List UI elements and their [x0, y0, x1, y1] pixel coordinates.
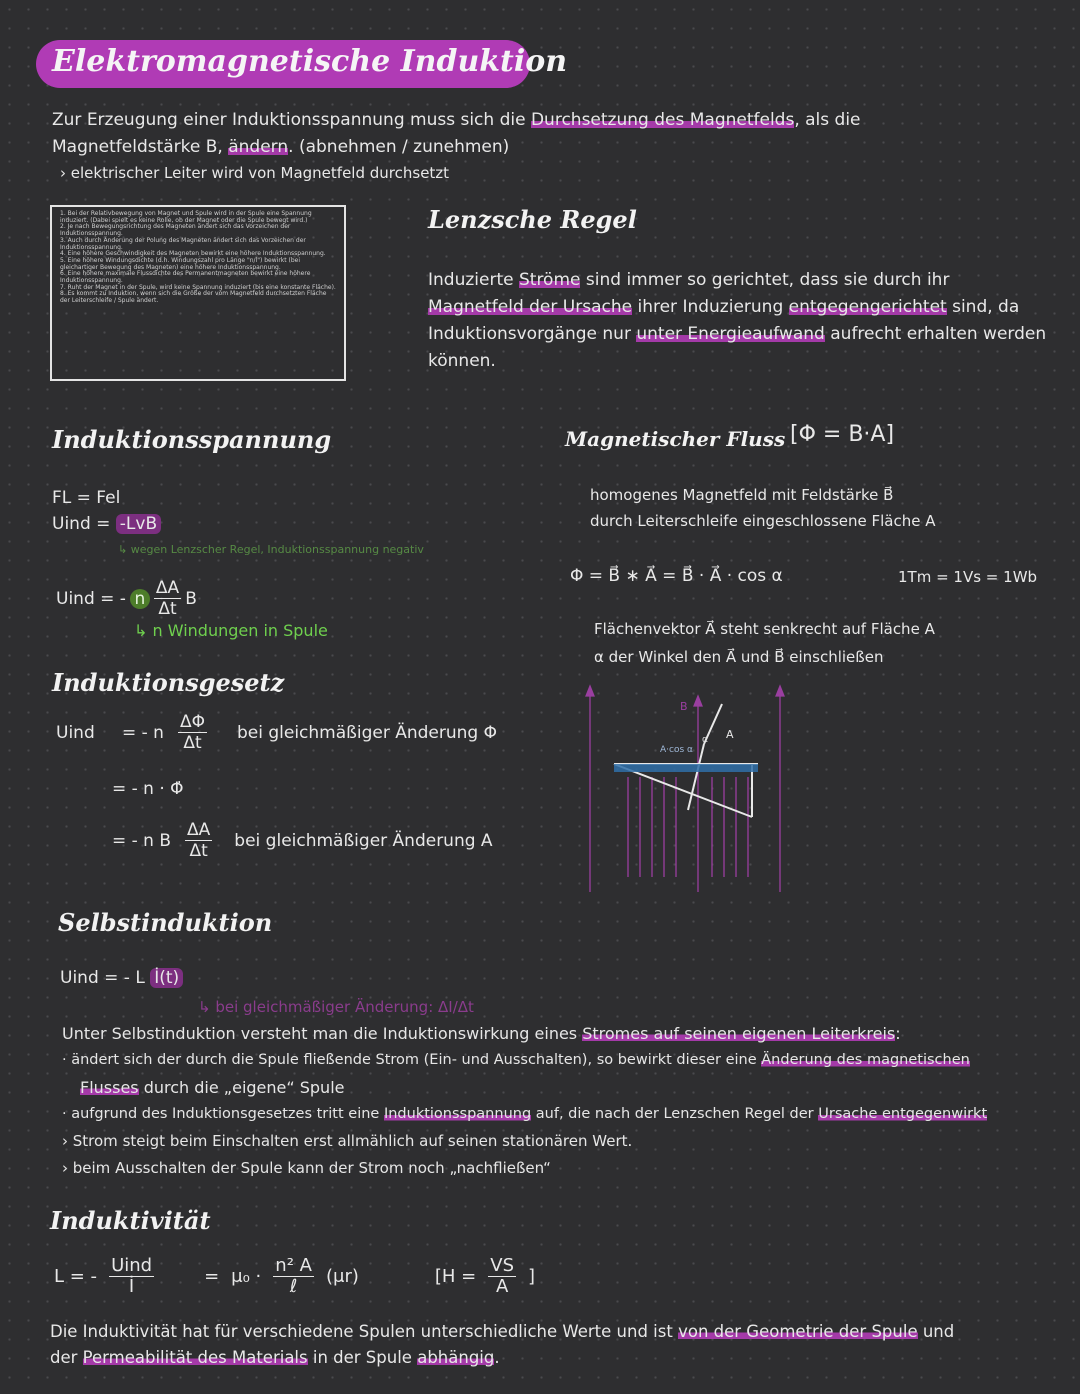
highlight: Ursache entgegenwirkt	[818, 1106, 988, 1122]
a-label: A	[726, 728, 734, 741]
fraction-numerator: ΔA	[155, 578, 180, 598]
fluss-line-3: Flächenvektor A⃗ steht senkrecht auf Fläche A	[594, 620, 935, 638]
equation-op: = - n	[122, 722, 164, 743]
fluss-definition: [Φ = B·A]	[790, 422, 895, 447]
lenz-line-3	[428, 324, 1046, 344]
flux-diagram	[580, 682, 800, 897]
gesetz-row-2: = - n · Φ̇	[112, 779, 184, 799]
fraction	[185, 820, 212, 861]
equation-note: bei gleichmäßiger Änderung A	[234, 830, 493, 851]
lenz-highlight: entgegengerichtet	[788, 297, 947, 317]
induktivitaet-sentence-2	[50, 1348, 500, 1367]
note-item: 1. Bei der Relativbewegung von Magnet und Spule wird in der Spule eine Spannung induziert. (Dabei spielt es keine Rolle, ob der Magnet oder die Spule bewegt wird.)	[60, 210, 312, 224]
highlight: Änderung des magnetischen	[761, 1052, 970, 1068]
induktivitaet-heading: Induktivität	[50, 1206, 211, 1235]
highlight: Permeabilität des Materials	[82, 1348, 308, 1367]
intro-highlight: ändern	[228, 137, 289, 157]
fluss-line-1: homogenes Magnetfeld mit Feldstärke B⃗	[590, 486, 894, 504]
selbst-line: › beim Ausschalten der Spule kann der Strom noch „nachfließen“	[62, 1159, 551, 1177]
note-item: 4. Eine höhere Geschwindigkeit des Magneten bewirkt eine höhere Induktionsspannung.	[60, 250, 326, 258]
note-item: 6. Eine höhere maximale Flussdichte des Permanentmagneten bewirkt eine höhere Induktionsspannung.	[60, 270, 311, 285]
equation-left: Uind	[56, 722, 95, 743]
note-text: n Windungen in Spule	[152, 621, 328, 640]
fluss-heading: Magnetischer Fluss	[565, 427, 786, 451]
lenz-sign-note: ↳ wegen Lenzscher Regel, Induktionsspannung negativ	[118, 543, 424, 556]
lenz-text: ihrer Induzierung	[632, 297, 789, 317]
equation-right-highlight: -LvB	[116, 514, 161, 534]
highlight: Flusses	[80, 1078, 139, 1097]
highlight: Induktionsspannung	[383, 1106, 532, 1122]
acos-label: A·cos α	[660, 745, 693, 755]
fluss-line-2: durch Leiterschleife eingeschlossene Fläche A	[590, 512, 936, 530]
lenz-highlight: Magnetfeld der Ursache	[428, 297, 633, 317]
text: der	[50, 1348, 83, 1367]
lenz-text: sind, da	[946, 297, 1020, 317]
intro-highlight: Durchsetzung des Magnetfelds	[530, 110, 795, 130]
fluss-units: 1Tm = 1Vs = 1Wb	[898, 568, 1038, 586]
fraction-denominator: A	[495, 1276, 509, 1297]
equation-left: L = -	[54, 1266, 98, 1287]
fraction-numerator: n² A	[275, 1255, 312, 1276]
lenz-line-2	[428, 297, 1019, 317]
highlight: von der Geometrie der Spule	[678, 1322, 918, 1341]
highlight: Stromes auf seinen eigenen Leiterkreis	[582, 1024, 896, 1043]
lenz-text: sind immer so gerichtet, dass sie durch ihr	[580, 270, 950, 290]
selbst-line: › Strom steigt beim Einschalten erst allmählich auf seinen stationären Wert.	[62, 1132, 633, 1150]
unit-right: ]	[528, 1266, 536, 1287]
mu-r: (μr)	[325, 1266, 359, 1287]
unit-fraction	[488, 1256, 516, 1297]
selbst-note: ↳ bei gleichmäßiger Änderung: ΔI/Δt	[198, 998, 474, 1016]
projection-bar	[614, 764, 758, 772]
current-derivative-box: İ(t)	[150, 968, 183, 988]
windings-note: ↳ n Windungen in Spule	[134, 621, 328, 640]
text: und	[917, 1322, 955, 1341]
equation-note: bei gleichmäßiger Änderung Φ	[236, 722, 497, 743]
induktivitaet-sentence-1	[50, 1322, 954, 1341]
lenz-line-4: können.	[428, 351, 496, 371]
fraction-numerator: Uind	[111, 1255, 153, 1276]
fraction-numerator: ΔA	[187, 820, 211, 840]
selbst-line	[62, 1020, 1072, 1047]
lenz-highlight: unter Energieaufwand	[636, 324, 825, 344]
lenz-highlight: Ströme	[518, 270, 581, 290]
fraction-numerator: ΔΦ	[179, 712, 205, 732]
highlight: abhängig	[417, 1348, 495, 1367]
equation-left: Uind = -	[56, 588, 126, 609]
unit-left: [H =	[434, 1266, 477, 1287]
uind-lvb-equation	[52, 514, 161, 534]
text: Unter Selbstinduktion versteht man die Induktionswirkung eines	[62, 1024, 583, 1043]
note-text: wegen Lenzscher Regel, Induktionsspannung negativ	[130, 543, 424, 556]
fraction	[273, 1256, 314, 1297]
observation-notes	[50, 205, 346, 381]
intro-line-1	[52, 110, 861, 130]
force-equation: FL = Fel	[52, 488, 121, 508]
field-lines	[586, 686, 784, 892]
selbst-equation	[60, 968, 183, 988]
equation-left: Uind = - L	[60, 968, 145, 988]
note-item: 2. Je nach Bewegungsrichtung des Magneten ändert sich das Vorzeichen der Induktionsspannung.	[60, 223, 291, 238]
text: · aufgrund des Induktionsgesetzes tritt eine	[62, 1106, 384, 1122]
note-item: 7. Ruht der Magnet in der Spule, wird keine Spannung induziert (bis eine konstante Fläche).	[60, 283, 336, 291]
note-item: 5. Eine höhere Windungsdichte (d.h. Windungszahl pro Länge "n/l") bewirkt (bei gleichartiger Bewegung des Magneten) eine höhere Induktionsspannung.	[60, 256, 301, 271]
fraction-denominator: ℓ	[289, 1276, 298, 1297]
text: in der Spule	[307, 1348, 418, 1367]
fraction-denominator: İ	[128, 1276, 135, 1297]
intro-text: Zur Erzeugung einer Induktionsspannung muss sich die	[52, 110, 531, 130]
equation-left: Uind =	[52, 514, 111, 534]
lenz-text: aufrecht erhalten werden	[824, 324, 1047, 344]
mu-zero: μ₀ ·	[231, 1266, 262, 1287]
lenz-heading: Lenzsche Regel	[428, 205, 637, 234]
note-item: 8. Es kommt zu Induktion, wenn sich die Größe der vom Magnetfeld durchsetzten Fläche der Leiterschleife / Spule ändert.	[60, 290, 327, 305]
gesetz-row-3	[112, 820, 493, 861]
text: auf, die nach der Lenzschen Regel der	[531, 1106, 819, 1122]
page-title: Elektromagnetische Induktion	[52, 44, 568, 79]
induktionsspannung-heading: Induktionsspannung	[52, 425, 332, 454]
text: · ändert sich der durch die Spule fließende Strom (Ein- und Ausschalten), so bewirkt dieser eine	[62, 1052, 762, 1068]
selbst-line	[62, 1101, 1072, 1128]
equation-op: =	[204, 1266, 220, 1287]
intro-text: Magnetfeldstärke B,	[52, 137, 229, 157]
induktivitaet-formula	[54, 1256, 535, 1297]
intro-text-end: . (abnehmen / zunehmen)	[288, 137, 510, 157]
gesetz-row-1	[56, 712, 497, 753]
selbst-line	[62, 1074, 1072, 1101]
lenz-line-1	[428, 270, 949, 290]
fraction-denominator: Δt	[158, 599, 177, 619]
selbst-paragraph	[62, 1020, 1072, 1182]
lenz-text: Induktionsvorgänge nur	[428, 324, 637, 344]
equation-op: = - n B	[112, 830, 172, 851]
fluss-formula: Φ = B⃗ ∗ A⃗ = B⃗ · A⃗ · cos α	[570, 566, 783, 586]
field-b: B	[185, 588, 197, 609]
b-label: B	[680, 700, 688, 713]
note-item: 3. Auch durch Änderung der Polung des Magneten ändert sich das Vorzeichen der Induktionsspannung.	[60, 236, 306, 251]
intro-text-end: , als die	[794, 110, 861, 130]
fraction-numerator: VS	[490, 1255, 514, 1276]
intro-line-2	[52, 137, 509, 157]
fluss-line-4: α der Winkel den A⃗ und B⃗ einschließen	[594, 648, 884, 666]
text: Die Induktivität hat für verschiedene Spulen unterschiedliche Werte und ist	[50, 1322, 679, 1341]
note-text: bei gleichmäßiger Änderung: ΔI/Δt	[215, 998, 474, 1016]
windings-n-badge: n	[130, 589, 150, 609]
alpha-label: α	[702, 735, 708, 745]
text: :	[895, 1024, 901, 1043]
lenz-text: Induzierte	[428, 270, 519, 290]
fraction	[178, 712, 207, 753]
selbstinduktion-heading: Selbstinduktion	[58, 908, 273, 937]
fraction	[109, 1256, 154, 1297]
fraction	[154, 578, 181, 619]
text: durch die „eigene“ Spule	[138, 1078, 345, 1097]
fraction-denominator: Δt	[189, 841, 208, 861]
intro-line-3: › elektrischer Leiter wird von Magnetfeld durchsetzt	[60, 164, 450, 182]
uind-windings-equation	[56, 578, 197, 619]
induktionsgesetz-heading: Induktionsgesetz	[52, 668, 285, 697]
selbst-line	[62, 1047, 1072, 1074]
text: .	[494, 1348, 500, 1367]
fraction-denominator: Δt	[183, 733, 202, 753]
